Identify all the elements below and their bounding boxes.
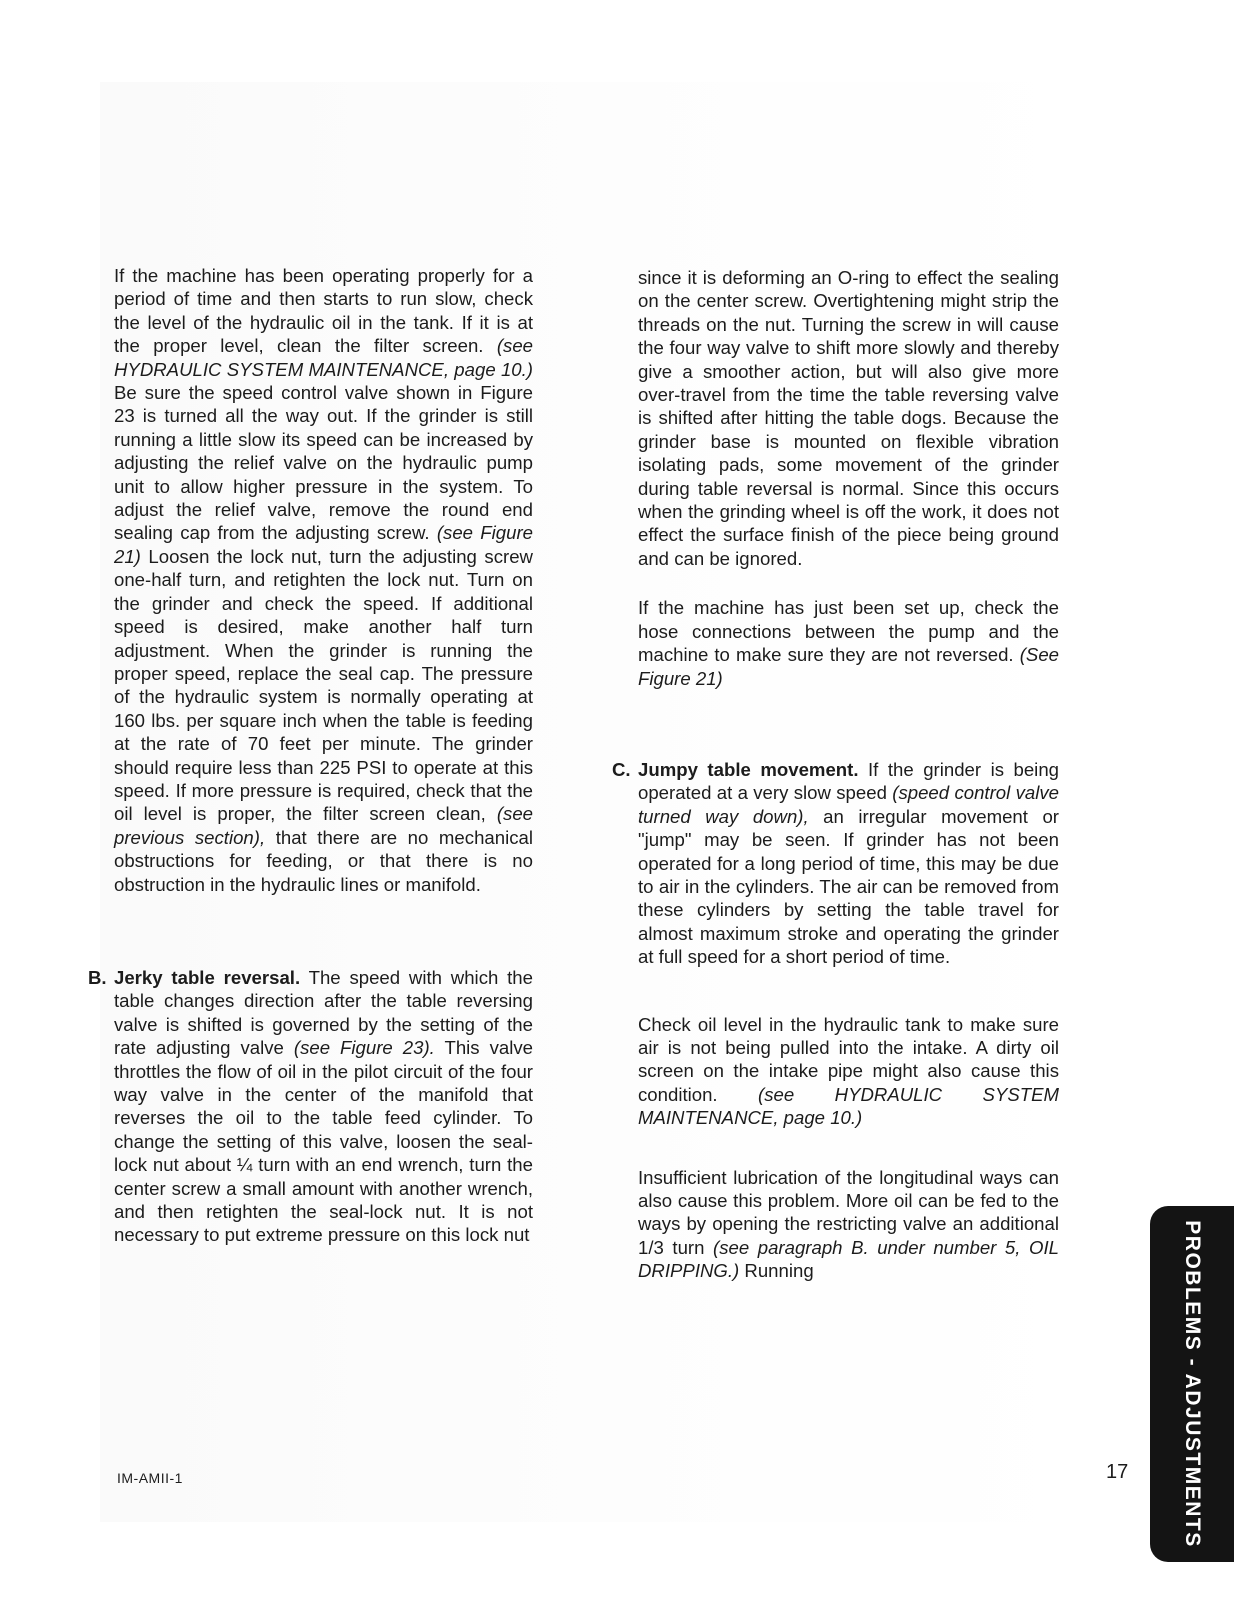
left-column <box>88 264 534 1247</box>
paragraph <box>114 264 533 896</box>
italic-reference: (see HYDRAULIC SYSTEM MAINTENANCE, page 10.) <box>638 1083 1059 1129</box>
paragraph <box>638 1166 1059 1283</box>
document-code: IM-AMII-1 <box>117 1470 183 1486</box>
italic-reference: (See Figure 21) <box>638 644 1059 689</box>
italic-reference: (see HYDRAULIC SYSTEM MAINTENANCE, page 10.) <box>114 335 533 380</box>
section-letter: C. <box>612 758 631 780</box>
italic-reference: (see Figure 21) <box>114 522 533 567</box>
text-run: If the machine has been operating properly for a period of time and then starts to run slow, check the level of the hydraulic oil in the tank. If it is at the proper level, clean the filter screen. <box>114 265 533 357</box>
text-run: Be sure the speed control valve shown in Figure 23 is turned all the way out. If the grinder is still running a little slow its speed can be increased by adjusting the relief valve on the hydraulic pump unit to allow higher pressure in the system. To adjust the relief valve, remove the round end sealing cap from the adjusting screw. <box>114 382 533 544</box>
paragraph <box>638 596 1059 690</box>
text-run: Running <box>739 1260 814 1282</box>
right-column <box>612 266 1060 1283</box>
page-number: 17 <box>1106 1461 1129 1483</box>
section-tab-label: PROBLEMS - ADJUSTMENTS <box>1181 1220 1204 1548</box>
paragraph <box>638 266 1059 570</box>
section-heading: Jumpy table movement. <box>638 758 859 780</box>
text-run: Check oil level in the hydraulic tank to make sure air is not being pulled into the intake. A dirty oil screen on the intake pipe might also cause this condition. <box>638 1013 1059 1105</box>
section-body <box>638 759 1059 967</box>
text-run: that there are no mechanical obstructions for feeding, or that there is no obstruction in the hydraulic lines or manifold. <box>114 826 533 895</box>
section-b <box>88 966 534 1247</box>
paragraph <box>638 1013 1059 1130</box>
section-body <box>114 967 533 1245</box>
section-c <box>612 758 1060 969</box>
text-run: The speed with which the table changes direction after the table reversing valve is shifted is governed by the setting of the rate adjusting valve <box>114 966 533 1059</box>
text-run: an irregular movement or "jump" may be seen. If grinder has not been operated for a long period of time, this may be due to air in the cylinders. The air can be removed from these cylinders by setting the table travel for almost maximum stroke and operating the grinder at full speed for a short period of time. <box>638 805 1059 968</box>
text-run: If the machine has just been set up, check the hose connections between the pump and the machine to make sure they are not reversed. <box>638 597 1059 666</box>
italic-reference: (speed control valve turned way down), <box>638 782 1060 827</box>
italic-reference: (see previous section), <box>114 803 533 848</box>
section-heading: Jerky table reversal. <box>114 966 301 988</box>
text-run: If the grinder is being operated at a very slow speed <box>638 758 1059 804</box>
text-run: Insufficient lubrication of the longitudinal ways can also cause this problem. More oil can be fed to the ways by opening the restricting valve an additional 1/3 turn <box>638 1166 1059 1258</box>
text-run: Loosen the lock nut, turn the adjusting screw one-half turn, and retighten the lock nut. Turn on the grinder and check the speed. If additional speed is desired, make another half turn adjustment. When the grinder is running the proper speed, replace the seal cap. The pressure of the hydraulic system is normally operating at 160 lbs. per square inch when the table is feeding at the rate of 70 feet per minute. The grinder should require less than 225 PSI to operate at this speed. If more pressure is required, check that the oil level is proper, the filter screen clean, <box>114 545 533 825</box>
text-run: since it is deforming an O-ring to effect the sealing on the center screw. Overtightening might strip the threads on the nut. Turning the screw in will cause the four way valve to shift more slowly and thereby give a smoother action, but will also give more over-travel from the time the table reversing valve is shifted after hitting the table dogs. Because the grinder base is mounted on flexible vibration isolating pads, some movement of the grinder during table reversal is normal. Since this occurs when the grinding wheel is off the work, it does not effect the surface finish of the piece being ground and can be ignored. <box>638 267 1059 569</box>
italic-reference: (see paragraph B. under number 5, OIL DRIPPING.) <box>638 1236 1059 1282</box>
text-run: This valve throttles the flow of oil in the pilot circuit of the four way valve in the center of the manifold that reverses the oil to the table feed cylinder. To change the setting of this valve, loosen the seal-lock nut about ¼ turn with an end wrench, turn the center screw a small amount with another wrench, and then retighten the seal-lock nut. It is not necessary to put extreme pressure on this lock nut <box>114 1037 534 1246</box>
italic-reference: (see Figure 23). <box>293 1037 435 1059</box>
section-letter: B. <box>88 966 107 988</box>
